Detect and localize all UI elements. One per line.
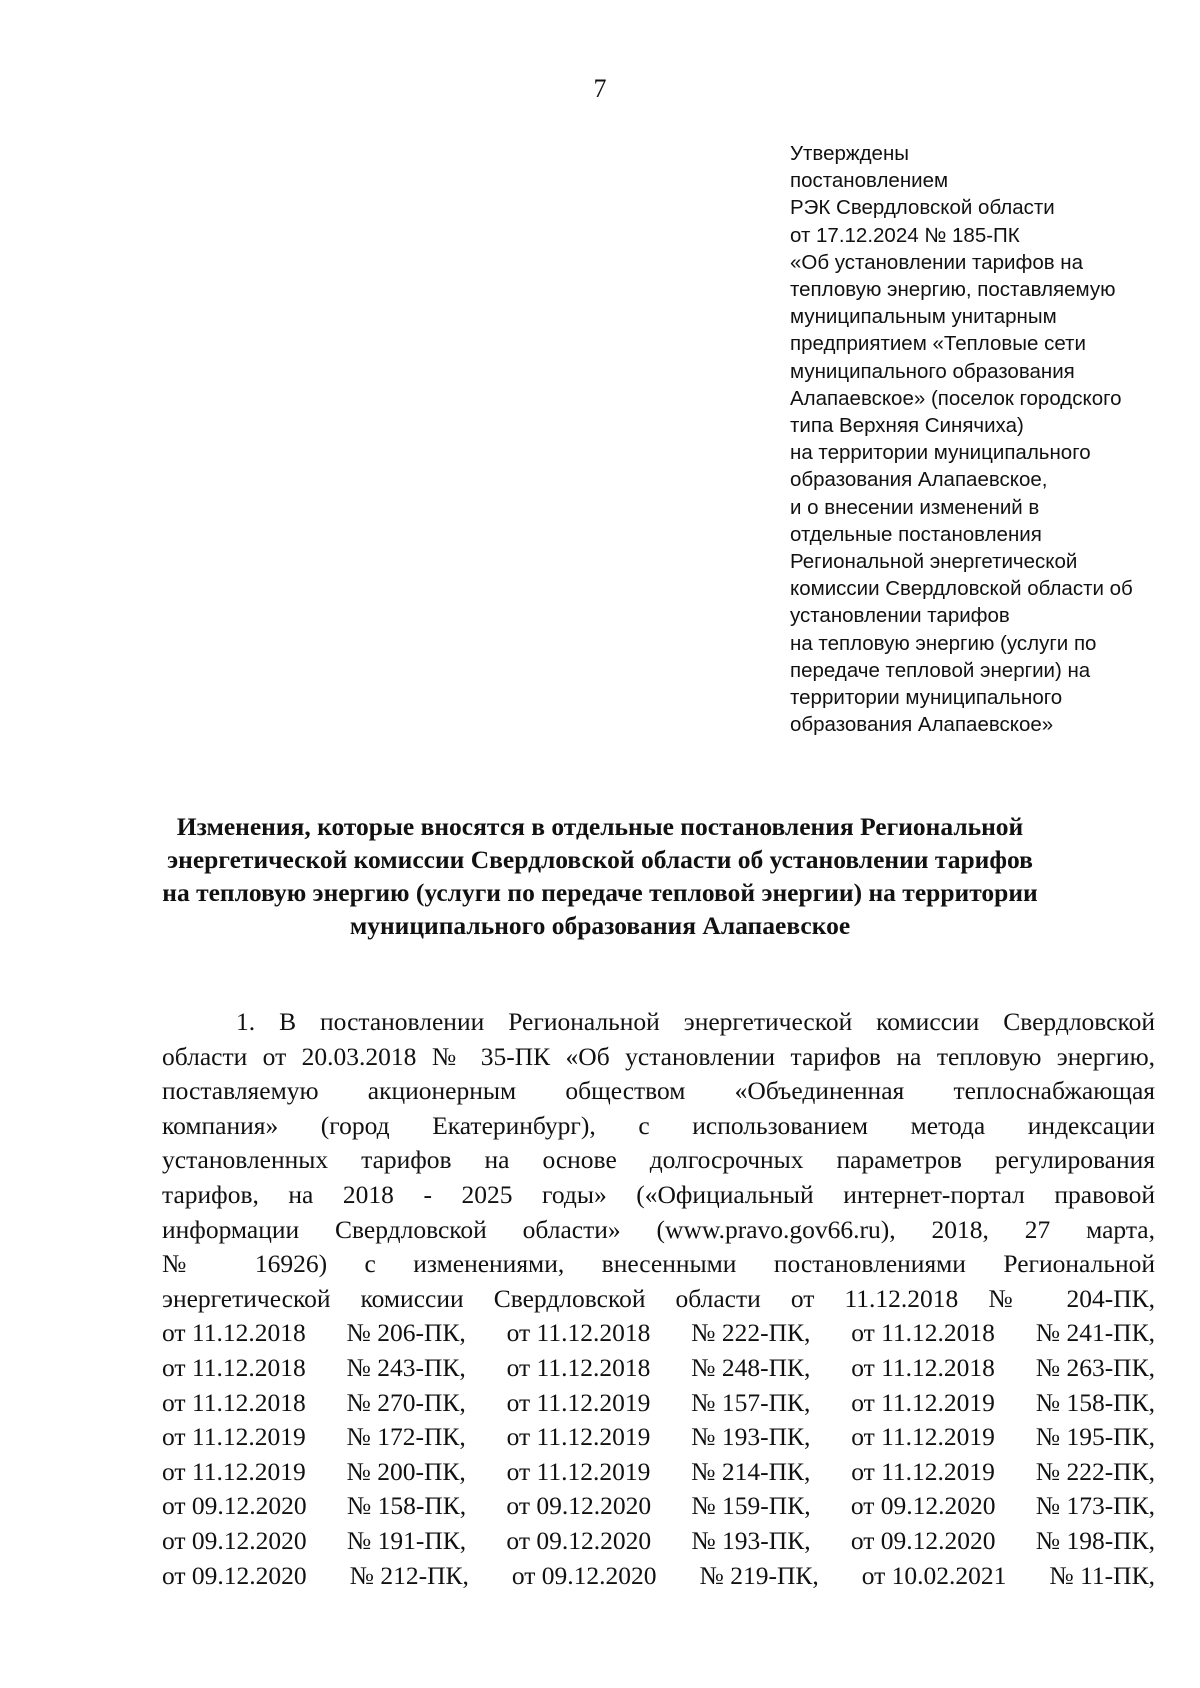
resolution-number: № 263-ПК, <box>1035 1352 1155 1382</box>
resolution-list-row <box>162 1559 1155 1594</box>
resolution-date: от 11.12.2018 <box>851 1318 995 1348</box>
resolution-date: от 11.12.2019 <box>506 1422 651 1452</box>
resolution-date: от 09.12.2020 <box>506 1525 652 1555</box>
resolution-date: от 11.12.2019 <box>506 1387 651 1417</box>
approval-line: территории муниципального <box>790 686 1063 710</box>
resolution-number: № 193-ПК, <box>691 1422 811 1452</box>
approval-block <box>790 140 1185 738</box>
resolution-list-row <box>162 1524 1155 1559</box>
approval-line: муниципального образования <box>790 359 1075 383</box>
approval-line: постановлением <box>790 169 949 193</box>
approval-line: Региональной энергетической <box>790 550 1078 574</box>
approval-line: и о внесении изменений в <box>790 495 1040 519</box>
resolution-date: от 11.12.2018 <box>506 1318 651 1348</box>
body-line: энергетической комиссии Свердловской области от 11.12.2018 № 204-ПК, <box>162 1283 1155 1313</box>
resolution-number: № 241-ПК, <box>1035 1318 1155 1348</box>
resolution-date: от 11.12.2018 <box>506 1352 651 1382</box>
approval-line: установлении тарифов <box>790 604 1010 628</box>
resolution-number: № 200-ПК, <box>346 1456 466 1486</box>
approval-line: отдельные постановления <box>790 522 1042 546</box>
approval-line: от 17.12.2024 № 185-ПК <box>790 223 1020 247</box>
resolution-number: № 198-ПК, <box>1035 1525 1155 1555</box>
resolution-list-row <box>162 1420 1155 1455</box>
approval-line: РЭК Свердловской области <box>790 196 1055 220</box>
resolution-date: от 09.12.2020 <box>162 1525 307 1555</box>
resolution-date: от 09.12.2020 <box>850 1491 996 1521</box>
approval-line: на территории муниципального <box>790 441 1091 465</box>
resolution-date: от 09.12.2020 <box>850 1525 996 1555</box>
approval-line: комиссии Свердловской области об <box>790 577 1133 601</box>
resolution-number: № 243-ПК, <box>346 1352 466 1382</box>
resolution-number: № 159-ПК, <box>691 1491 811 1521</box>
body-line: установленных тарифов на основе долгосрочных параметров регулирования <box>162 1145 1155 1175</box>
approval-line: предприятием «Тепловые сети <box>790 332 1086 356</box>
resolution-date: от 09.12.2020 <box>511 1560 657 1590</box>
resolution-number: № 214-ПК, <box>691 1456 811 1486</box>
resolution-number: № 172-ПК, <box>346 1422 466 1452</box>
body-line: компания» (город Екатеринбург), с использованием метода индексации <box>162 1110 1155 1140</box>
resolution-number: № 206-ПК, <box>346 1318 466 1348</box>
heading-line: энергетической комиссии Свердловской области об установлении тарифов <box>167 845 1033 874</box>
resolution-date: от 11.12.2019 <box>851 1387 995 1417</box>
resolution-date: от 10.02.2021 <box>861 1560 1007 1590</box>
heading-line: Изменения, которые вносятся в отдельные постановления Региональной <box>176 812 1024 841</box>
resolution-date: от 11.12.2018 <box>162 1387 306 1417</box>
resolution-number: № 157-ПК, <box>691 1387 811 1417</box>
resolution-number: № 248-ПК, <box>691 1352 811 1382</box>
body-line: № 16926) с изменениями, внесенными постановлениями Региональной <box>162 1249 1155 1279</box>
resolution-date: от 11.12.2019 <box>162 1422 306 1452</box>
resolution-number: № 191-ПК, <box>346 1525 467 1555</box>
body-line: области от 20.03.2018 № 35-ПК «Об установлении тарифов на тепловую энергию, <box>162 1041 1155 1071</box>
approval-line: «Об установлении тарифов на <box>790 250 1084 274</box>
document-heading <box>120 810 1080 942</box>
resolution-list-row <box>162 1386 1155 1421</box>
resolution-number: № 158-ПК, <box>346 1491 467 1521</box>
resolution-number: № 222-ПК, <box>691 1318 811 1348</box>
resolution-number: № 158-ПК, <box>1035 1387 1155 1417</box>
heading-line: на тепловую энергию (услуги по передаче тепловой энергии) на территории <box>162 878 1038 907</box>
resolution-number: № 173-ПК, <box>1035 1491 1155 1521</box>
resolution-number: № 270-ПК, <box>346 1387 466 1417</box>
resolution-date: от 11.12.2018 <box>851 1352 995 1382</box>
body-line: тарифов, на 2018 - 2025 годы» («Официальный интернет-портал правовой <box>162 1179 1155 1209</box>
approval-line: на тепловую энергию (услуги по <box>790 631 1097 655</box>
body-paragraph <box>162 1005 1155 1593</box>
approval-line: Утверждены <box>790 142 910 165</box>
approval-line: типа Верхняя Синячиха) <box>790 414 1024 438</box>
body-line: поставляемую акционерным обществом «Объединенная теплоснабжающая <box>162 1076 1155 1106</box>
resolution-date: от 11.12.2019 <box>851 1456 995 1486</box>
approval-line: передаче тепловой энергии) на <box>790 658 1091 682</box>
resolution-list-row <box>162 1351 1155 1386</box>
resolution-number: № 212-ПК, <box>349 1560 469 1590</box>
approval-line: образования Алапаевское, <box>790 468 1048 492</box>
approval-line: образования Алапаевское» <box>790 713 1054 737</box>
resolution-list-row <box>162 1316 1155 1351</box>
heading-line: муниципального образования Алапаевское <box>349 911 851 940</box>
resolution-number: № 193-ПК, <box>691 1525 811 1555</box>
body-line: информации Свердловской области» (www.pravo.gov66.ru), 2018, 27 марта, <box>162 1214 1155 1244</box>
resolution-list-row <box>162 1489 1155 1524</box>
resolution-number: № 222-ПК, <box>1035 1456 1155 1486</box>
page-number: 7 <box>593 74 607 103</box>
resolution-date: от 11.12.2018 <box>162 1318 306 1348</box>
resolution-date: от 09.12.2020 <box>162 1560 307 1590</box>
resolution-date: от 11.12.2019 <box>506 1456 651 1486</box>
resolution-date: от 11.12.2019 <box>162 1456 306 1486</box>
resolution-date: от 11.12.2019 <box>851 1422 995 1452</box>
resolution-date: от 11.12.2018 <box>162 1352 306 1382</box>
resolution-number: № 219-ПК, <box>699 1560 819 1590</box>
body-line: 1. В постановлении Региональной энергетической комиссии Свердловской <box>236 1007 1155 1036</box>
resolution-date: от 09.12.2020 <box>162 1491 307 1521</box>
approval-line: Алапаевское» (поселок городского <box>790 386 1122 410</box>
approval-line: тепловую энергию, поставляемую <box>790 278 1116 302</box>
resolution-list-row <box>162 1455 1155 1490</box>
resolution-date: от 09.12.2020 <box>506 1491 652 1521</box>
approval-line: муниципальным унитарным <box>790 305 1057 329</box>
resolution-number: № 11-ПК, <box>1049 1560 1155 1590</box>
resolution-number: № 195-ПК, <box>1035 1422 1155 1452</box>
